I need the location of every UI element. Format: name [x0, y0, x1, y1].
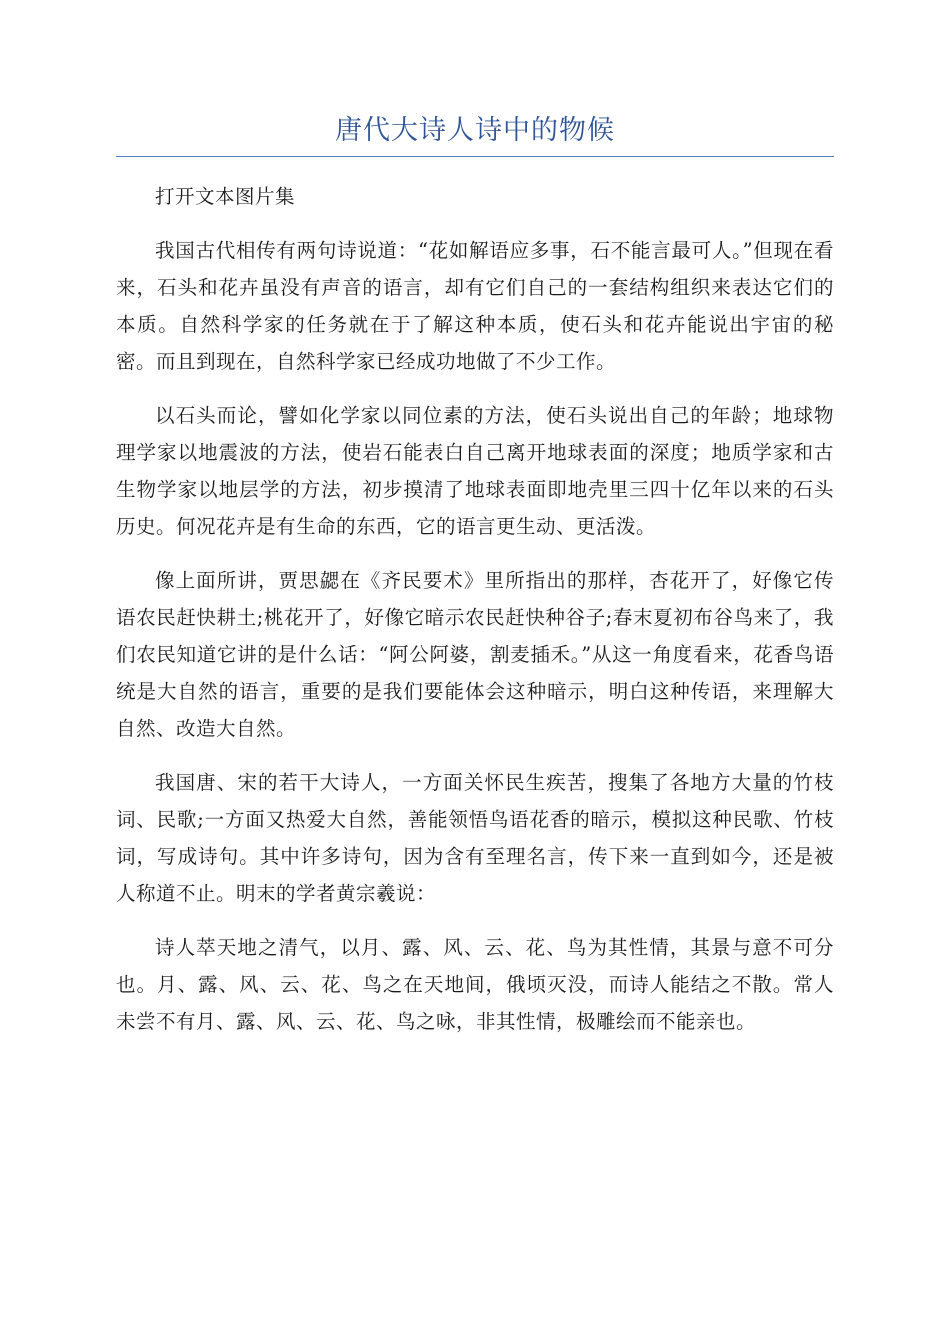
document-title: 唐代大诗人诗中的物候 — [335, 115, 615, 146]
paragraph-image-collection-link: 打开文本图片集 — [155, 185, 296, 208]
paragraph: 以石头而论，譬如化学家以同位素的方法，使石头说出自己的年龄；地球物理学家以地震波的方法，使岩石能表白自己离开地球表面的深度；地质学家和古生物学家以地层学的方法，初步摸清了地球表面即地壳里三四十亿年以来的石头历史。何况花卉是有生命的东西，它的语言更生动、更活泼。 — [116, 404, 834, 538]
document-page — [116, 106, 834, 1040]
title-underline — [116, 156, 834, 157]
paragraph: 我国古代相传有两句诗说道：“花如解语应多事，石不能言最可人。”但现在看来，石头和花卉虽没有声音的语言，却有它们自己的一套结构组织来表达它们的本质。自然科学家的任务就在于了解这种本质，使石头和花卉能说出宇宙的秘密。而且到现在，自然科学家已经成功地做了不少工作。 — [116, 239, 834, 373]
paragraph-quotation: 诗人萃天地之清气，以月、露、风、云、花、鸟为其性情，其景与意不可分也。月、露、风、云、花、鸟之在天地间，俄顷灭没，而诗人能结之不散。常人未尝不有月、露、风、云、花、鸟之咏，非其性情，极雕绘而不能亲也。 — [116, 936, 834, 1033]
paragraph: 像上面所讲，贾思勰在《齐民要术》里所指出的那样，杏花开了，好像它传语农民赶快耕土;桃花开了，好像它暗示农民赶快种谷子;春末夏初布谷鸟来了，我们农民知道它讲的是什么话：“阿公阿婆，割麦插禾。”从这一角度看来，花香鸟语统是大自然的语言，重要的是我们要能体会这种暗示，明白这种传语，来理解大自然、改造大自然。 — [116, 569, 834, 740]
paragraph: 我国唐、宋的若干大诗人，一方面关怀民生疾苦，搜集了各地方大量的竹枝词、民歌;一方面又热爱大自然，善能领悟鸟语花香的暗示，模拟这种民歌、竹枝词，写成诗句。其中许多诗句，因为含有至理名言，传下来一直到如今，还是被人称道不止。明末的学者黄宗羲说： — [116, 771, 834, 905]
